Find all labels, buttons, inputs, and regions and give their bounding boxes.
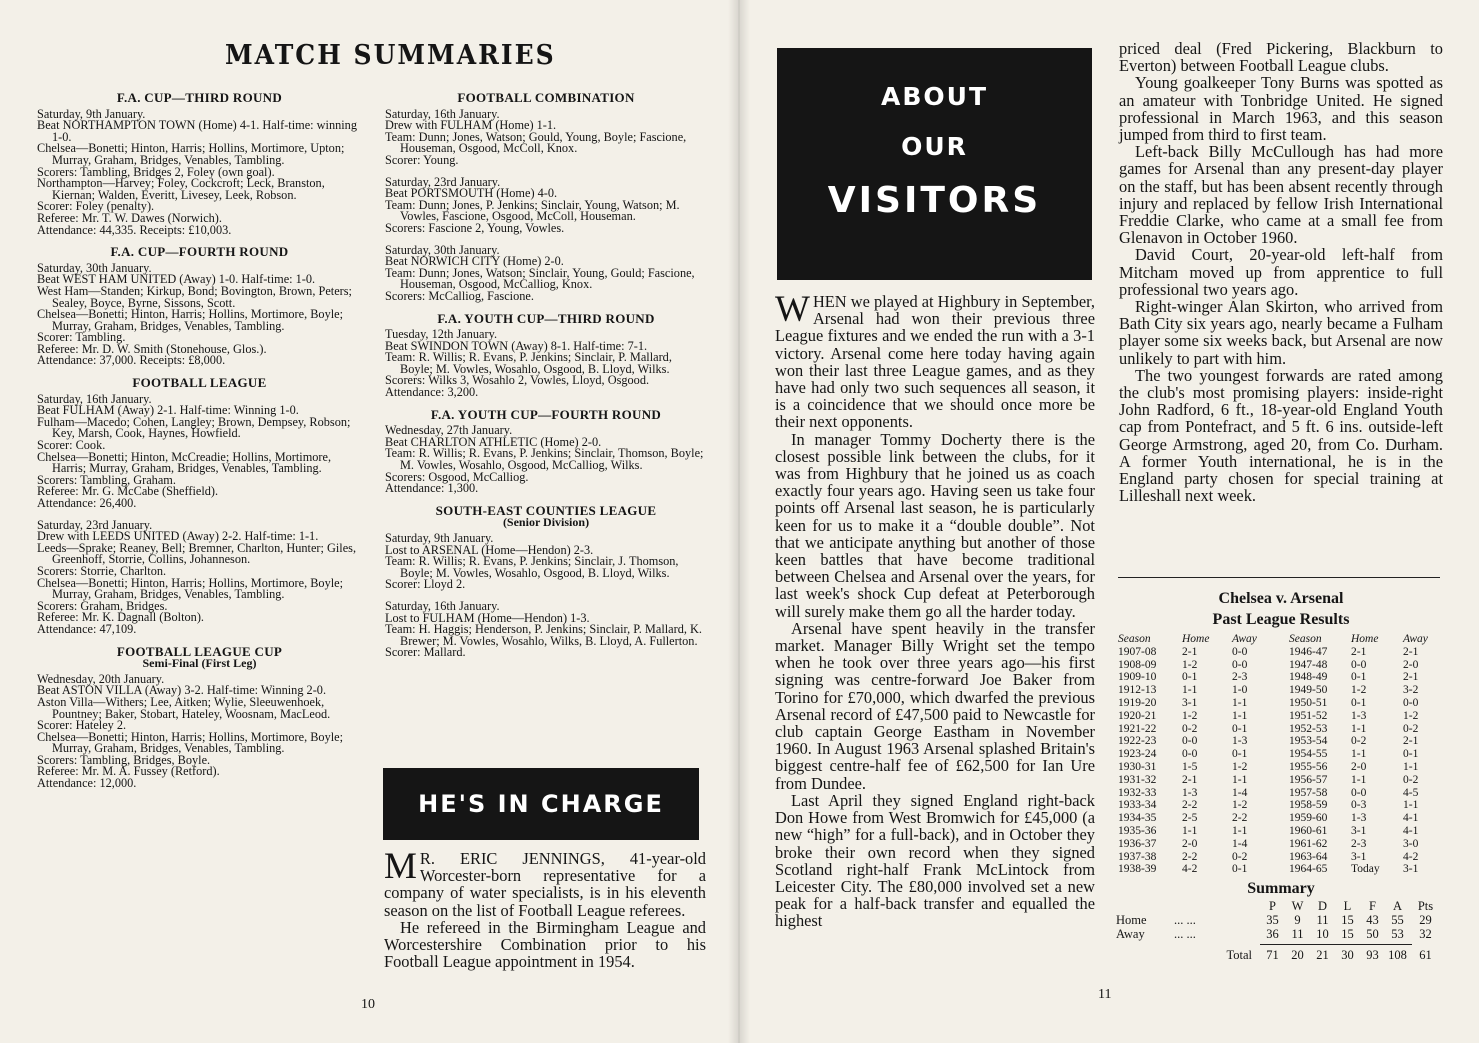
summary-line: Saturday, 9th January. bbox=[37, 106, 146, 121]
table-row bbox=[1118, 863, 1446, 876]
referee-article bbox=[384, 846, 706, 972]
summary-line: Saturday, 16th January. bbox=[385, 598, 500, 613]
visitors-article-col-1 bbox=[775, 289, 1095, 931]
summary-line: Team: H. Haggis; Henderson, P. Jenkins; Sinclair, P. Mallard, K. Brewer; M. Vowles, Wosahlo, Wilks, B. Lloyd, A. Fullerton. bbox=[385, 622, 702, 648]
table-cell: 1923-24 bbox=[1118, 748, 1157, 761]
summary-line: Chelsea—Bonetti; Hinton, McCreadie; Hollins, Mortimore, Harris; Murray, Graham, Bridges, Venables, Tambling. bbox=[37, 449, 332, 476]
summary-header-cell: D bbox=[1317, 899, 1328, 914]
section-heading: F.A. YOUTH CUP—FOURTH ROUND bbox=[430, 406, 662, 422]
summary-total-cell: 71 bbox=[1266, 948, 1279, 963]
summary-line: Chelsea—Bonetti; Hinton, Harris; Hollins, Mortimore, Boyle; Murray, Graham, Bridges, Venables, Tambling. bbox=[37, 575, 344, 602]
table-cell: 2-0 bbox=[1182, 837, 1198, 850]
table-cell: 1936-37 bbox=[1118, 837, 1157, 850]
summary-line: Referee: Mr. G. McCabe (Sheffield). bbox=[37, 484, 219, 499]
table-cell: 1-1 bbox=[1232, 709, 1248, 722]
summary-line: Wednesday, 27th January. bbox=[385, 423, 513, 438]
summary-total-cell: 108 bbox=[1388, 948, 1407, 963]
table-row bbox=[1118, 825, 1446, 838]
table-cell: 2-0 bbox=[1351, 760, 1367, 773]
table-cell: 0-0 bbox=[1351, 658, 1367, 671]
summary-total-cell: 21 bbox=[1316, 948, 1329, 963]
table-cell: 1912-13 bbox=[1118, 684, 1157, 697]
table-cell: 1946-47 bbox=[1289, 645, 1328, 658]
table-cell: 2-1 bbox=[1403, 671, 1419, 684]
table-cell: 1919-20 bbox=[1118, 696, 1157, 709]
table-cell: Today bbox=[1351, 863, 1380, 876]
summary-line: Saturday, 30th January. bbox=[385, 242, 500, 257]
summary-line: Fulham—Macedo; Cohen, Langley; Brown, Dempsey, Robson; Key, Marsh, Cook, Haynes, Howfield. bbox=[37, 414, 351, 441]
summary-line: Referee: Mr. D. W. Smith (Stonehouse, Glos.). bbox=[37, 341, 267, 356]
summary-line: Attendance: 37,000. Receipts: £8,000. bbox=[37, 353, 226, 368]
table-cell: 0-2 bbox=[1403, 722, 1419, 735]
summary-total-row bbox=[1116, 948, 1446, 962]
table-cell: 1922-23 bbox=[1118, 735, 1157, 748]
table-cell: 1-2 bbox=[1182, 658, 1198, 671]
drop-cap: M bbox=[384, 846, 417, 887]
table-cell: 1-1 bbox=[1403, 760, 1419, 773]
summary-line: Chelsea—Bonetti; Hinton, Harris; Hollins, Mortimore, Boyle; Murray, Graham, Bridges, Venables, Tambling. bbox=[37, 307, 344, 333]
summary-line: Beat ASTON VILLA (Away) 3-2. Half-time: Winning 2-0. bbox=[37, 683, 327, 698]
table-cell: 4-1 bbox=[1403, 812, 1419, 825]
summary-line: Scorers: McCalliog, Fascione. bbox=[385, 288, 534, 303]
table-cell: 1-3 bbox=[1351, 812, 1367, 825]
summary-cell: 11 bbox=[1316, 913, 1329, 928]
table-cell: 3-1 bbox=[1351, 850, 1367, 863]
table-row bbox=[1118, 723, 1446, 736]
results-header-cell: Season bbox=[1289, 633, 1322, 645]
table-cell: 2-1 bbox=[1403, 735, 1419, 748]
table-cell: 1-2 bbox=[1232, 799, 1248, 812]
table-cell: 1-1 bbox=[1351, 722, 1367, 735]
table-cell: 1-2 bbox=[1351, 684, 1367, 697]
table-cell: 3-2 bbox=[1403, 684, 1419, 697]
summary-line: West Ham—Standen; Kirkup, Bond; Bovington, Brown, Peters; Sealey, Boyce, Byrne, Sissons, Scott. bbox=[37, 283, 352, 310]
past-results-panel bbox=[1116, 590, 1446, 962]
table-cell: 0-0 bbox=[1182, 748, 1198, 761]
table-cell: 2-2 bbox=[1232, 812, 1248, 825]
table-cell: 0-0 bbox=[1351, 786, 1367, 799]
table-cell: 1947-48 bbox=[1289, 658, 1328, 671]
table-cell: 4-2 bbox=[1403, 850, 1419, 863]
table-cell: 1956-57 bbox=[1289, 773, 1328, 786]
article-paragraph: Left-back Billy McCullough has had more games for Arsenal than any present-day player on the staff, but has been absent recently through injury and replaced by fellow Irish International Freddie Clarke, who came at a small fee from Glenavon in October 1960. bbox=[1119, 142, 1443, 248]
section-subheading: (Senior Division) bbox=[502, 515, 590, 530]
summary-cell: 9 bbox=[1294, 913, 1301, 928]
table-row bbox=[1118, 799, 1446, 812]
table-cell: 1-0 bbox=[1232, 684, 1248, 697]
results-subtitle: Past League Results bbox=[1212, 611, 1350, 628]
table-cell: 0-1 bbox=[1403, 748, 1419, 761]
summary-line: Scorer: Tambling. bbox=[37, 330, 126, 345]
table-cell: 1-4 bbox=[1232, 837, 1248, 850]
table-cell: 1-1 bbox=[1351, 773, 1367, 786]
table-row bbox=[1118, 710, 1446, 723]
table-cell: 1-2 bbox=[1232, 760, 1248, 773]
summary-header-row bbox=[1116, 899, 1446, 913]
table-cell: 1-1 bbox=[1351, 748, 1367, 761]
table-cell: 1959-60 bbox=[1289, 812, 1328, 825]
table-cell: 1951-52 bbox=[1289, 709, 1328, 722]
referee-para-2: He refereed in the Birmingham League and Worcestershire Combination prior to his Football League appointment in 1954. bbox=[384, 917, 706, 972]
summary-line: Beat FULHAM (Away) 2-1. Half-time: Winning 1-0. bbox=[37, 403, 299, 418]
table-cell: 1-1 bbox=[1232, 773, 1248, 786]
article-paragraph: Young goalkeeper Tony Burns was spotted as an amateur with Tonbridge United. He signed professional in March 1963, and this season jumped from third to first team. bbox=[1119, 73, 1443, 145]
summary-line: Lost to FULHAM (Home—Hendon) 1-3. bbox=[385, 610, 590, 625]
table-cell: 1907-08 bbox=[1118, 645, 1157, 658]
table-cell: 4-1 bbox=[1403, 824, 1419, 837]
table-cell: 1909-10 bbox=[1118, 671, 1157, 684]
table-cell: 1958-59 bbox=[1289, 799, 1328, 812]
summary-label bbox=[1116, 948, 1174, 962]
section-heading: FOOTBALL LEAGUE bbox=[132, 375, 267, 391]
section-heading: SOUTH-EAST COUNTIES LEAGUE bbox=[435, 502, 657, 518]
table-cell: 1953-54 bbox=[1289, 735, 1328, 748]
section-heading: FOOTBALL LEAGUE CUP bbox=[116, 643, 283, 659]
table-cell: 4-5 bbox=[1403, 786, 1419, 799]
table-cell: 1933-34 bbox=[1118, 799, 1157, 812]
results-header-cell: Season bbox=[1118, 633, 1151, 645]
table-cell: 2-1 bbox=[1182, 645, 1198, 658]
table-cell: 0-0 bbox=[1232, 645, 1248, 658]
summary-line: Team: Dunn; Jones, Watson; Gould, Young, Boyle; Fascione, Houseman, Osgood, McColl, Knox. bbox=[385, 129, 687, 156]
summary-dots: ... ... bbox=[1174, 913, 1196, 928]
summary-line: Attendance: 44,335. Receipts: £10,003. bbox=[37, 222, 232, 237]
table-cell: 0-0 bbox=[1232, 658, 1248, 671]
article-paragraph bbox=[775, 289, 1095, 432]
table-row bbox=[1118, 812, 1446, 825]
summary-line: Scorers: Tambling, Bridges 2, Foley (own goal). bbox=[37, 164, 275, 179]
summary-line: Saturday, 23rd January. bbox=[385, 174, 501, 189]
summary-label: Home bbox=[1116, 913, 1147, 928]
summary-total-cell: 20 bbox=[1291, 948, 1304, 963]
table-cell: 2-5 bbox=[1182, 812, 1198, 825]
article-paragraph: priced deal (Fred Pickering, Blackburn to Everton) between Football League clubs. bbox=[1119, 39, 1443, 76]
table-cell: 1-1 bbox=[1232, 696, 1248, 709]
table-cell: 3-1 bbox=[1351, 824, 1367, 837]
table-cell: 1937-38 bbox=[1118, 850, 1157, 863]
table-cell: 0-1 bbox=[1351, 671, 1367, 684]
summary-line: Beat WEST HAM UNITED (Away) 1-0. Half-time: 1-0. bbox=[37, 272, 316, 287]
article-paragraph: The two youngest forwards are rated among the club's most promising players: inside-right John Radford, 6 ft., 18-year-old England Youth cap from Pontefract, and 5 ft. 6 ins. outside-left George Armstrong, aged 20, from Co. Durham. A former Youth international, he is in the England party chosen for special training at Lilleshall next week. bbox=[1119, 365, 1443, 506]
summary-header-cell: Pts bbox=[1417, 899, 1434, 914]
summary-line: Leeds—Sprake; Reaney, Bell; Bremner, Charlton, Hunter; Giles, Greenhoff, Storrie, Collins, Johanneson. bbox=[37, 540, 357, 567]
table-cell: 1920-21 bbox=[1118, 709, 1157, 722]
article-paragraph-text: HEN we played at Highbury in September, Arsenal had won their previous three League fixtures and we ended the run with a 3-1 victory. Arsenal come here today having again won their last three League games, and as they have had only two such sequences all season, it is a coincidence that we should once more be their next opponents. bbox=[775, 292, 1095, 432]
table-cell: 1-1 bbox=[1232, 824, 1248, 837]
summary-row bbox=[1116, 913, 1446, 927]
article-paragraph: Right-winger Alan Skirton, who arrived from Bath City six years ago, nearly became a Fulham player some six weeks back, but Arsenal are now unlikely to part with him. bbox=[1119, 297, 1443, 368]
table-cell: 4-2 bbox=[1182, 863, 1198, 876]
summary-line: Team: R. Willis; R. Evans, P. Jenkins; Sinclair, Thomson, Boyle; M. Vowles, Wosahlo, Osgood, McCalliog, Wilks. bbox=[385, 446, 704, 473]
table-cell: 1961-62 bbox=[1289, 837, 1328, 850]
table-cell: 1960-61 bbox=[1289, 824, 1328, 837]
summary-row bbox=[1116, 927, 1446, 941]
page-number-right: 11 bbox=[1098, 987, 1112, 1002]
summary-line: Wednesday, 20th January. bbox=[37, 671, 165, 686]
page-title: MATCH SUMMARIES bbox=[225, 38, 556, 71]
table-cell: 1964-65 bbox=[1289, 863, 1328, 876]
table-cell: 1-2 bbox=[1182, 709, 1198, 722]
section-heading: F.A. CUP—FOURTH ROUND bbox=[110, 244, 289, 260]
table-cell: 2-1 bbox=[1182, 773, 1198, 786]
table-cell: 1-4 bbox=[1232, 786, 1248, 799]
table-cell: 1938-39 bbox=[1118, 863, 1157, 876]
summary-total-cell: 93 bbox=[1366, 948, 1379, 963]
summary-line: Chelsea—Bonetti; Hinton, Harris; Hollins, Mortimore, Upton; Murray, Graham, Bridges, Venables, Tambling. bbox=[37, 141, 345, 167]
summary-header-cell: W bbox=[1291, 899, 1304, 914]
summary-line: Scorers: Graham, Bridges. bbox=[37, 598, 168, 613]
right-page bbox=[738, 0, 1479, 1043]
summary-line: Scorers: Wilks 3, Wosahlo 2, Vowles, Lloyd, Osgood. bbox=[385, 373, 650, 388]
banner-line-1: ABOUT bbox=[880, 82, 988, 111]
results-header-cell: Home bbox=[1351, 633, 1379, 645]
results-header-cell: Home bbox=[1182, 633, 1210, 645]
summary-cell: 55 bbox=[1391, 913, 1404, 928]
summary-line: Chelsea—Bonetti; Hinton, Harris; Hollins, Mortimore, Boyle; Murray, Graham, Bridges, Venables, Tambling. bbox=[37, 729, 344, 756]
hes-in-charge-banner: HE'S IN CHARGE bbox=[383, 768, 699, 840]
table-cell: 0-1 bbox=[1351, 696, 1367, 709]
table-cell: 1952-53 bbox=[1289, 722, 1328, 735]
left-column-2 bbox=[385, 92, 707, 659]
summary-line: Northampton—Harvey; Foley, Cockcroft; Leck, Branston, Kiernan; Walden, Everitt, Livesey, Leek, Robson. bbox=[37, 176, 325, 202]
results-header-row bbox=[1118, 633, 1446, 646]
table-row bbox=[1118, 646, 1446, 659]
results-title: Chelsea v. Arsenal bbox=[1218, 590, 1344, 607]
table-cell: 0-2 bbox=[1403, 773, 1419, 786]
table-row bbox=[1118, 838, 1446, 851]
table-cell: 0-1 bbox=[1232, 863, 1248, 876]
table-cell: 0-0 bbox=[1182, 735, 1198, 748]
table-cell: 1955-56 bbox=[1289, 760, 1328, 773]
summary-line: Drew with FULHAM (Home) 1-1. bbox=[385, 118, 557, 133]
table-cell: 1-3 bbox=[1232, 735, 1248, 748]
table-cell: 0-2 bbox=[1351, 735, 1367, 748]
section-heading: F.A. CUP—THIRD ROUND bbox=[116, 90, 283, 105]
summary-line: Scorer: Mallard. bbox=[385, 645, 466, 660]
summary-line: Beat PORTSMOUTH (Home) 4-0. bbox=[385, 186, 558, 201]
summary-line: Scorer: Foley (penalty). bbox=[37, 199, 155, 214]
summary-header-cell: A bbox=[1392, 899, 1403, 914]
summary-cell: 36 bbox=[1266, 927, 1279, 942]
table-row bbox=[1118, 761, 1446, 774]
summary-header-cell: L bbox=[1343, 899, 1352, 914]
summary-line: Lost to ARSENAL (Home—Hendon) 2-3. bbox=[385, 542, 594, 557]
summary-line: Attendance: 26,400. bbox=[37, 496, 137, 510]
table-cell: 1954-55 bbox=[1289, 748, 1328, 761]
table-row bbox=[1118, 787, 1446, 800]
table-cell: 0-3 bbox=[1351, 799, 1367, 812]
table-cell: 1949-50 bbox=[1289, 684, 1328, 697]
summary-line: Referee: Mr. M. A. Fussey (Retford). bbox=[37, 764, 220, 779]
table-cell: 1-3 bbox=[1182, 786, 1198, 799]
divider bbox=[1118, 577, 1440, 578]
summary-cell: 53 bbox=[1391, 927, 1404, 942]
summary-line: Scorer: Cook. bbox=[37, 438, 106, 453]
summary-line: Scorers: Storrie, Charlton. bbox=[37, 563, 167, 578]
summary-line: Scorers: Fascione 2, Young, Vowles. bbox=[385, 220, 565, 235]
banner-line-2: OUR bbox=[901, 132, 968, 161]
table-cell: 1-1 bbox=[1182, 684, 1198, 697]
table-cell: 3-0 bbox=[1403, 837, 1419, 850]
table-row bbox=[1118, 671, 1446, 684]
summary-line: Beat NORWICH CITY (Home) 2-0. bbox=[385, 254, 564, 269]
table-cell: 3-1 bbox=[1182, 696, 1198, 709]
article-paragraph: David Court, 20-year-old left-half from Mitcham moved up from apprentice to full professional two years ago. bbox=[1119, 245, 1443, 299]
table-cell: 1-1 bbox=[1403, 799, 1419, 812]
table-cell: 1963-64 bbox=[1289, 850, 1328, 863]
table-cell: 2-2 bbox=[1182, 799, 1198, 812]
table-cell: 1935-36 bbox=[1118, 824, 1157, 837]
summary-cell: 11 bbox=[1291, 927, 1304, 942]
summary-cell: 29 bbox=[1419, 913, 1432, 928]
summary-line: Attendance: 47,109. bbox=[37, 621, 137, 636]
section-heading: F.A. YOUTH CUP—THIRD ROUND bbox=[437, 310, 655, 326]
table-cell: 1930-31 bbox=[1118, 760, 1157, 773]
section-heading: FOOTBALL COMBINATION bbox=[457, 90, 635, 105]
results-table bbox=[1116, 633, 1446, 876]
summary-line: Team: Dunn; Jones, P. Jenkins; Sinclair, Young, Watson; M. Vowles, Fascione, Osgood, McColl, Houseman. bbox=[385, 197, 680, 224]
table-row bbox=[1118, 774, 1446, 787]
summary-cell: 43 bbox=[1366, 913, 1379, 928]
summary-dots: ... ... bbox=[1174, 927, 1196, 942]
summary-line: Team: R. Willis; R. Evans, P. Jenkins; Sinclair, J. Thomson, Boyle; M. Vowles, Wosahlo, Osgood, B. Lloyd, Wilks. bbox=[385, 554, 679, 580]
summary-header-cell: F bbox=[1369, 899, 1376, 914]
summary-title: Summary bbox=[1247, 880, 1315, 898]
summary-line: Scorer: Lloyd 2. bbox=[385, 577, 466, 592]
summary-cell: 10 bbox=[1316, 927, 1329, 942]
left-page bbox=[0, 0, 738, 1043]
table-cell: 2-1 bbox=[1403, 645, 1419, 658]
summary-total-cell: 30 bbox=[1341, 948, 1354, 963]
summary-line: Beat NORTHAMPTON TOWN (Home) 4-1. Half-time: winning 1-0. bbox=[37, 118, 357, 144]
table-row bbox=[1118, 697, 1446, 710]
article-paragraph: Last April they signed England right-back Don Howe from West Bromwich for £45,000 (a new “high” for a full-back), and in October they broke their own record when they signed Scotland right-half Frank McLintock from Leicester City. The £80,000 involved set a new peak for a half-back transfer and equalled the highest bbox=[775, 790, 1095, 931]
table-cell: 1948-49 bbox=[1289, 671, 1328, 684]
summary-label: Away bbox=[1116, 927, 1145, 942]
table-cell: 3-1 bbox=[1403, 863, 1419, 876]
summary-line: Saturday, 16th January. bbox=[37, 391, 152, 406]
referee-para-1: R. ERIC JENNINGS, 41-year-old Worcester-born representative for a company of water specialists, is in his eleventh season on the list of Football League referees. bbox=[384, 849, 706, 920]
table-cell: 0-2 bbox=[1182, 722, 1198, 735]
summary-cell: 35 bbox=[1266, 913, 1279, 928]
table-cell: 2-2 bbox=[1182, 850, 1198, 863]
table-row bbox=[1118, 659, 1446, 672]
summary-line: Attendance: 12,000. bbox=[37, 776, 137, 791]
table-cell: 0-0 bbox=[1403, 696, 1419, 709]
table-cell: 0-2 bbox=[1232, 850, 1248, 863]
banner-line-3: VISITORS bbox=[827, 180, 1042, 221]
summary-line: Team: Dunn; Jones, Watson; Sinclair, Young, Gould; Fascione, Houseman, Osgood, McCalliog, Knox. bbox=[385, 265, 695, 292]
summary-line: Attendance: 3,200. bbox=[385, 385, 479, 400]
table-cell: 2-1 bbox=[1351, 645, 1367, 658]
section-subheading: Semi-Final (First Leg) bbox=[142, 656, 257, 671]
table-cell: 0-1 bbox=[1232, 722, 1248, 735]
summary-line: Drew with LEEDS UNITED (Away) 2-2. Half-time: 1-1. bbox=[37, 529, 319, 544]
summary-line: Referee: Mr. K. Dagnall (Bolton). bbox=[37, 610, 204, 625]
summary-line: Scorers: Tambling, Bridges, Boyle. bbox=[37, 752, 211, 767]
table-cell: 1934-35 bbox=[1118, 812, 1157, 825]
table-row bbox=[1118, 748, 1446, 761]
summary-line: Saturday, 23rd January. bbox=[37, 517, 153, 532]
visitors-article-col-2 bbox=[1119, 40, 1443, 504]
summary-line: Referee: Mr. T. W. Dawes (Norwich). bbox=[37, 210, 222, 225]
summary-line: Saturday, 9th January. bbox=[385, 531, 494, 545]
summary-line: Team: R. Willis; R. Evans, P. Jenkins; Sinclair, P. Mallard, Boyle; M. Vowles, Wosahlo, Osgood, B. Lloyd, Wilks. bbox=[385, 350, 672, 376]
summary-dots bbox=[1174, 899, 1260, 913]
summary-line: Scorer: Hateley 2. bbox=[37, 718, 127, 733]
drop-cap: W bbox=[775, 289, 810, 330]
page-number-left: 10 bbox=[361, 997, 375, 1012]
table-cell: 1921-22 bbox=[1118, 722, 1157, 735]
summary-total-cell: 61 bbox=[1419, 948, 1432, 963]
results-header-cell: Away bbox=[1232, 633, 1257, 645]
summary-cell: 15 bbox=[1341, 927, 1354, 942]
results-header-cell: Away bbox=[1403, 633, 1428, 645]
summary-cell: 15 bbox=[1341, 913, 1354, 928]
table-cell: 1957-58 bbox=[1289, 786, 1328, 799]
table-cell: 2-0 bbox=[1403, 658, 1419, 671]
summary-label bbox=[1116, 899, 1174, 913]
table-cell: 1931-32 bbox=[1118, 773, 1157, 786]
summary-line: Beat SWINDON TOWN (Away) 8-1. Half-time: 7-1. bbox=[385, 338, 648, 353]
summary-table bbox=[1116, 899, 1446, 962]
summary-line: Saturday, 30th January. bbox=[37, 260, 152, 275]
table-row bbox=[1118, 735, 1446, 748]
table-cell: 1-2 bbox=[1403, 709, 1419, 722]
about-our-visitors-banner bbox=[777, 48, 1092, 280]
table-cell: 0-1 bbox=[1182, 671, 1198, 684]
table-row bbox=[1118, 851, 1446, 864]
article-paragraph: In manager Tommy Docherty there is the closest possible link between the clubs, for it was from Highbury that he joined us as coach exactly four years ago. Having seen us take four points off Arsenal last season, he is particularly keen for us to make it a “double double”. Not that we anticipate anything but another of those keen battles that have become traditional between Chelsea and Arsenal over the years, for last week's shock Cup defeat at Peterborough will surely make them go all the harder today. bbox=[775, 429, 1095, 621]
summary-line: Scorers: Osgood, McCalliog. bbox=[385, 469, 529, 484]
table-cell: 2-3 bbox=[1232, 671, 1248, 684]
table-cell: 1932-33 bbox=[1118, 786, 1157, 799]
summary-line: Aston Villa—Withers; Lee, Aitken; Wylie, Sleeuwenhoek, Pountney; Baker, Stobart, Hateley, Woosnam, MacLeod. bbox=[37, 694, 331, 721]
table-cell: 1-5 bbox=[1182, 760, 1198, 773]
table-cell: 0-1 bbox=[1232, 748, 1248, 761]
summary-line: Beat CHARLTON ATHLETIC (Home) 2-0. bbox=[385, 434, 602, 449]
table-cell: 1950-51 bbox=[1289, 696, 1328, 709]
summary-rule bbox=[1260, 944, 1412, 945]
table-cell: 1908-09 bbox=[1118, 658, 1157, 671]
table-cell: 2-3 bbox=[1351, 837, 1367, 850]
summary-cell: 32 bbox=[1419, 927, 1432, 942]
table-cell: 1-3 bbox=[1351, 709, 1367, 722]
summary-total-label: Total bbox=[1226, 948, 1252, 963]
article-paragraph: Arsenal have spent heavily in the transfer market. Manager Billy Wright set the tempo when he took over three years ago—his first signing was centre-forward Joe Baker from Torino for £70,000, which dwarfed the previous Arsenal record of £47,500 paid to Newcastle for club captain George Eastham in November 1960. In August 1963 Arsenal splashed Britain's biggest centre-half fee of £62,500 for Ian Ure from Dundee. bbox=[775, 618, 1095, 793]
summary-line: Scorers: Tambling, Graham. bbox=[37, 472, 176, 487]
summary-line: Saturday, 16th January. bbox=[385, 106, 500, 121]
left-column-1 bbox=[37, 92, 362, 790]
summary-line: Scorer: Young. bbox=[385, 152, 459, 167]
summary-cell: 50 bbox=[1366, 927, 1379, 942]
summary-line: Tuesday, 12th January. bbox=[385, 327, 498, 342]
table-cell: 1-1 bbox=[1182, 824, 1198, 837]
summary-header-cell: P bbox=[1269, 899, 1276, 914]
summary-line: Attendance: 1,300. bbox=[385, 481, 479, 496]
table-row bbox=[1118, 684, 1446, 697]
